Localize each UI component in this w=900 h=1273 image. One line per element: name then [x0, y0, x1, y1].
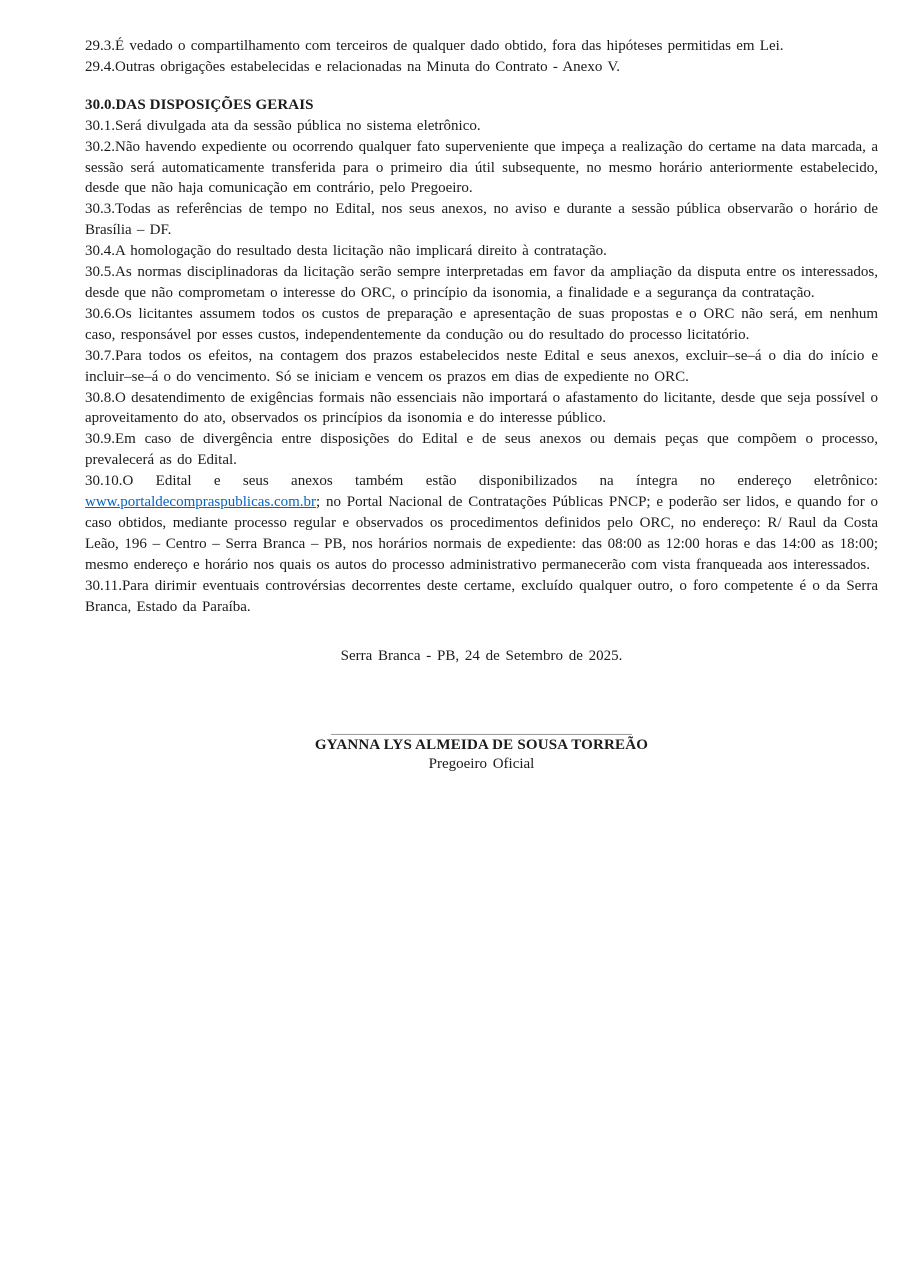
paragraph-30-8: 30.8.O desatendimento de exigências formais não essenciais não importará o afastamento do licitante, desde que seja possível o aproveitamento do ato, observados os princípios da isonomia e do interesse público.	[85, 389, 878, 427]
paragraph-30-11: 30.11.Para dirimir eventuais controvérsias decorrentes deste certame, excluído qualquer outro, o foro competente é o da Serra Branca, Estado da Paraíba.	[85, 577, 878, 615]
signature-block	[85, 724, 878, 774]
paragraph-30-6: 30.6.Os licitantes assumem todos os custos de preparação e apresentação de suas propostas e o ORC não será, em nenhum caso, responsável por esses custos, independentemente da condução ou do resultado do processo licitatório.	[85, 305, 878, 343]
date-line: Serra Branca - PB, 24 de Setembro de 2025.	[340, 648, 623, 665]
paragraph-30-2: 30.2.Não havendo expediente ou ocorrendo qualquer fato superveniente que impeça a realização do certame na data marcada, a sessão será automaticamente transferida para o primeiro dia útil subsequente, no mesmo horário anteriormente estabelecido, desde que não haja comunicação em contrário, pelo Pregoeiro.	[85, 138, 878, 197]
paragraph-30-1: 30.1.Será divulgada ata da sessão pública no sistema eletrônico.	[85, 117, 481, 134]
section-heading-30-0: 30.0.DAS DISPOSIÇÕES GERAIS	[85, 96, 314, 113]
paragraph-29-4: 29.4.Outras obrigações estabelecidas e relacionadas na Minuta do Contrato - Anexo V.	[85, 58, 620, 75]
portal-compras-publicas-link[interactable]: www.portaldecompraspublicas.com.br	[85, 494, 317, 511]
paragraph-29-3: 29.3.É vedado o compartilhamento com terceiros de qualquer dado obtido, fora das hipóteses permitidas em Lei.	[85, 38, 784, 54]
paragraph-30-10	[85, 471, 878, 576]
signature-rule: ___________________________________________	[331, 722, 632, 738]
signatory-title: Pregoeiro Oficial	[428, 756, 535, 773]
signatory-name: GYANNA LYS ALMEIDA DE SOUSA TORREÃO	[314, 737, 649, 754]
paragraph-30-4: 30.4.A homologação do resultado desta licitação não implicará direito à contratação.	[85, 243, 607, 260]
paragraph-30-9: 30.9.Em caso de divergência entre disposições do Edital e de seus anexos ou demais peças que compõem o processo, prevalecerá as do Edital.	[85, 431, 878, 469]
paragraph-30-7: 30.7.Para todos os efeitos, na contagem dos prazos estabelecidos neste Edital e seus anexos, excluir–se–á o dia do início e incluir–se–á o do vencimento. Só se iniciam e vencem os prazos em dias de expediente no ORC.	[85, 347, 878, 385]
paragraph-30-10-text-before: 30.10.O Edital e seus anexos também estão disponibilizados na íntegra no endereço eletrônico:	[85, 473, 878, 490]
paragraph-30-3: 30.3.Todas as referências de tempo no Edital, nos seus anexos, no aviso e durante a sessão pública observarão o horário de Brasília – DF.	[85, 201, 878, 239]
paragraph-30-10-text-after: ; no Portal Nacional de Contratações Públicas PNCP; e poderão ser lidos, e quando for o caso obtidos, mediante processo regular e observados os procedimentos definidos pelo ORC, no endereço: R/ Raul da Costa Leão, 196 – Centro – Serra Branca – PB, nos horários normais de expediente: das 08:00 as 12:00 horas e das 14:00 as 18:00; mesmo endereço e horário nos quais os autos do processo administrativo permanecerão com vista franqueada aos interessados.	[85, 494, 878, 573]
paragraph-30-5: 30.5.As normas disciplinadoras da licitação serão sempre interpretadas em favor da ampliação da disputa entre os interessados, desde que não comprometam o interesse do ORC, o princípio da isonomia, a finalidade e a segurança da contratação.	[85, 264, 878, 301]
